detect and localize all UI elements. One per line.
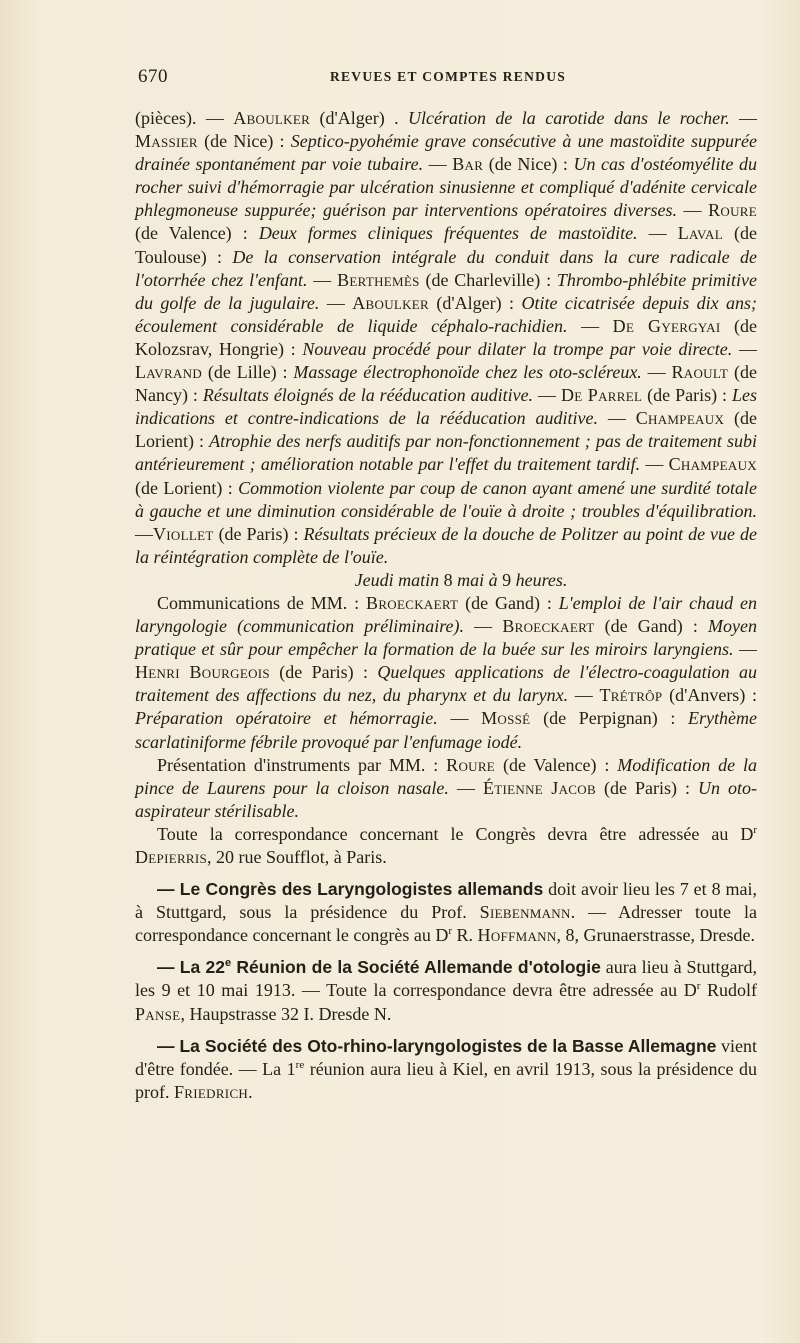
communication-title: Un cas d'ostéomyélite du rocher suivi d'hémorragie par ulcération sinusienne et compliqué d'adénite cervicale phlegmoneuse suppurée; guérison par interventions opératoires diverses. bbox=[135, 154, 758, 221]
announcement-heading: — Le Congrès des Laryngologistes allemands bbox=[157, 879, 544, 900]
author-name: De Parrel bbox=[560, 385, 643, 406]
communication-title: Atrophie des nerfs auditifs par non-fonctionnement ; pas de traitement subi antérieurement ; amélioration notable par l'effet du traitement tardif. bbox=[135, 431, 757, 475]
communication-title: Les indications et contre-indications de la rééducation auditive. bbox=[135, 385, 757, 429]
announcement-otology-meeting: — La 22e Réunion de la Société Allemande d'otologie aura lieu à Stuttgard, les 9 et 10 mai 1913. — Toute la correspondance devra être adressée au $D^r$ Rudolf Panse, Haupstrasse 32 I. Dresde N. bbox=[135, 957, 757, 1024]
communication-title: Otite cicatrisée depuis dix ans; écoulement considérable de liquide céphalo-rachidien. bbox=[135, 292, 758, 336]
author-name: Broeckaert bbox=[366, 592, 459, 613]
author-name: Broeckaert bbox=[502, 616, 595, 637]
communication-title: Erythème scarlatiniforme fébrile provoqué par l'enfumage iodé. bbox=[135, 708, 758, 752]
instruments-presentation: Présentation d'instruments par MM. : Roure (de Valence) : Modification de la pince de Laurens pour la cloison nasale. — Étienne Jacob (de Paris) : Un oto-aspirateur stérilisable. bbox=[135, 754, 758, 821]
author-name: Roure bbox=[708, 200, 757, 221]
announcement-laryngologists-congress: — Le Congrès des Laryngologistes allemands doit avoir lieu les 7 et 8 mai, à Stuttgard, sous la présidence du Prof. Siebenmann. — Adresser toute la correspondance concernant le congrès au $D^r$ R. Hoffmann, 8, Grunaerstrasse, Dresde. bbox=[135, 879, 757, 946]
author-name: Raoult bbox=[671, 362, 729, 383]
communication-title: Quelques applications de l'électro-coagulation au traitement des affections du nez, du pharynx et du larynx. bbox=[135, 662, 757, 706]
person-name: Friedrich bbox=[174, 1081, 249, 1102]
instrument-title: Un oto-aspirateur stérilisable. bbox=[135, 777, 758, 821]
author-name: Étienne Jacob bbox=[482, 777, 596, 798]
instrument-title: Modification de la pince de Laurens pour la cloison nasale. bbox=[135, 754, 757, 798]
page-number: 670 bbox=[138, 66, 168, 87]
running-header bbox=[138, 66, 758, 88]
author-name: Lavrand bbox=[135, 362, 203, 383]
communication-title: Résultats précieux de la douche de Politzer au point de vue de la réintégration complète de l'ouïe. bbox=[135, 523, 757, 567]
session-heading: Jeudi matin 8 mai à 9 heures. bbox=[354, 569, 568, 590]
communication-title: L'emploi de l'air chaud en laryngologie (communication préliminaire). bbox=[135, 592, 757, 637]
communication-title: Résultats éloignés de la rééducation auditive. bbox=[202, 385, 534, 406]
author-name: Laval bbox=[677, 223, 723, 244]
author-name: Champeaux bbox=[635, 408, 725, 429]
author-name: Mossé bbox=[481, 708, 531, 729]
announcement-heading: — La Société des Oto-rhino-laryngologistes de la Basse Allemagne bbox=[157, 1035, 717, 1056]
communication-title: Thrombo-phlébite primitive du golfe de la jugulaire. bbox=[135, 269, 758, 313]
author-name: De Gyergyai bbox=[612, 315, 721, 336]
author-name: Aboulker bbox=[352, 292, 430, 313]
communication-title: Septico-pyohémie grave consécutive à une mastoïdite suppurée drainée spontanément par voie tubaire. bbox=[135, 131, 757, 175]
author-name: Champeaux bbox=[668, 454, 757, 475]
header-title: REVUES ET COMPTES RENDUS bbox=[329, 69, 567, 84]
author-name: Henri Bourgeois bbox=[135, 662, 270, 683]
communication-title: De la conservation intégrale du conduit dans la cure radicale de l'otorrhée chez l'enfant. bbox=[135, 246, 757, 290]
communication-title: Commotion violente par coup de canon ayant amené une surdité totale à gauche et une diminution considérable de l'ouïe à droite ; troubles d'équilibration. bbox=[135, 477, 757, 521]
announcement-heading: — La 22e Réunion de la Société Allemande d'otologie bbox=[157, 957, 601, 978]
author-name: Viollet bbox=[153, 523, 214, 544]
author-name: Trétrôp bbox=[599, 685, 663, 706]
communications-thursday: Communications de MM. : Broeckaert (de Gand) : L'emploi de l'air chaud en laryngologie (communication préliminaire). — Broeckaert (de Gand) : Moyen pratique et sûr pour empêcher la formation de la buée sur les miroirs laryngiens. — Henri Bourgeois (de Paris) : Quelques applications de l'électro-coagulation au traitement des affections du nez, du pharynx et du larynx. — Trétrôp (d'Anvers) : Préparation opératoire et hémorragie. — Mossé (de Perpignan) : Erythème scarlatiniforme fébrile provoqué par l'enfumage iodé. bbox=[135, 592, 758, 752]
person-name: Hoffmann bbox=[477, 925, 557, 946]
communication-title: Moyen pratique et sûr pour empêcher la formation de la buée sur les miroirs laryngiens. bbox=[135, 616, 758, 660]
author-name: Berthemès bbox=[337, 269, 420, 290]
person-name: Siebenmann bbox=[479, 902, 571, 923]
communication-title: Massage électrophonoïde chez les oto-scléreux. bbox=[293, 362, 642, 383]
announcement-society-founded: — La Société des Oto-rhino-laryngologistes de la Basse Allemagne vient d'être fondée. — La 1re réunion aura lieu à Kiel, en avril 1913, sous la présidence du prof. Friedrich. bbox=[135, 1035, 757, 1102]
communication-title: Préparation opératoire et hémorragie. bbox=[135, 708, 438, 729]
author-name: Massier bbox=[135, 131, 198, 152]
communications-list-continued: (pièces). — Aboulker (d'Alger) . Ulcération de la carotide dans le rocher. — Massier (de Nice) : Septico-pyohémie grave consécutive à une mastoïdite suppurée drainée spontanément par voie tubaire. — Bar (de Nice) : Un cas d'ostéomyélite du rocher suivi d'hémorragie par ulcération sinusienne et compliqué d'adénite cervicale phlegmoneuse suppurée; guérison par interventions opératoires diverses. — Roure (de Valence) : Deux formes cliniques fréquentes de mastoïdite. — Laval (de Toulouse) : De la conservation intégrale du conduit dans la cure radicale de l'otorrhée chez l'enfant. — Berthemès (de Charleville) : Thrombo-phlébite primitive du golfe de la jugulaire. — Aboulker (d'Alger) : Otite cicatrisée depuis dix ans; écoulement considérable de liquide céphalo-rachidien. — De Gyergyai (de Kolozsrav, Hongrie) : Nouveau procédé pour dilater la trompe par voie directe. — Lavrand (de Lille) : Massage électrophonoïde chez les oto-scléreux. — Raoult (de Nancy) : Résultats éloignés de la rééducation auditive. — De Parrel (de Paris) : Les indications et contre-indications de la rééducation auditive. — Champeaux (de Lorient) : Atrophie des nerfs auditifs par non-fonctionnement ; pas de traitement subi antérieurement ; amélioration notable par l'effet du traitement tardif. — Champeaux (de Lorient) : Commotion violente par coup de canon ayant amené une surdité totale à gauche et une diminution considérable de l'ouïe à droite ; troubles d'équilibration. —Viollet (de Paris) : Résultats précieux de la douche de Politzer au point de vue de la réintégration complète de l'ouïe. bbox=[135, 108, 758, 567]
correspondence-note: Toute la correspondance concernant le Congrès devra être adressée au $D^r$ Depierris, 20 rue Soufflot, à Paris. bbox=[135, 823, 757, 867]
communication-title: Ulcération de la carotide dans le rocher. bbox=[408, 108, 730, 128]
author-name: Aboulker bbox=[233, 108, 311, 128]
communication-title: Deux formes cliniques fréquentes de mastoïdite. bbox=[258, 223, 638, 244]
author-name: Roure bbox=[446, 754, 496, 775]
author-name: Bar bbox=[452, 154, 484, 175]
article-body bbox=[135, 107, 757, 1104]
communication-title: Nouveau procédé pour dilater la trompe par voie directe. bbox=[302, 338, 733, 359]
person-name: Depierris bbox=[135, 847, 208, 867]
person-name: Panse bbox=[135, 1003, 181, 1024]
